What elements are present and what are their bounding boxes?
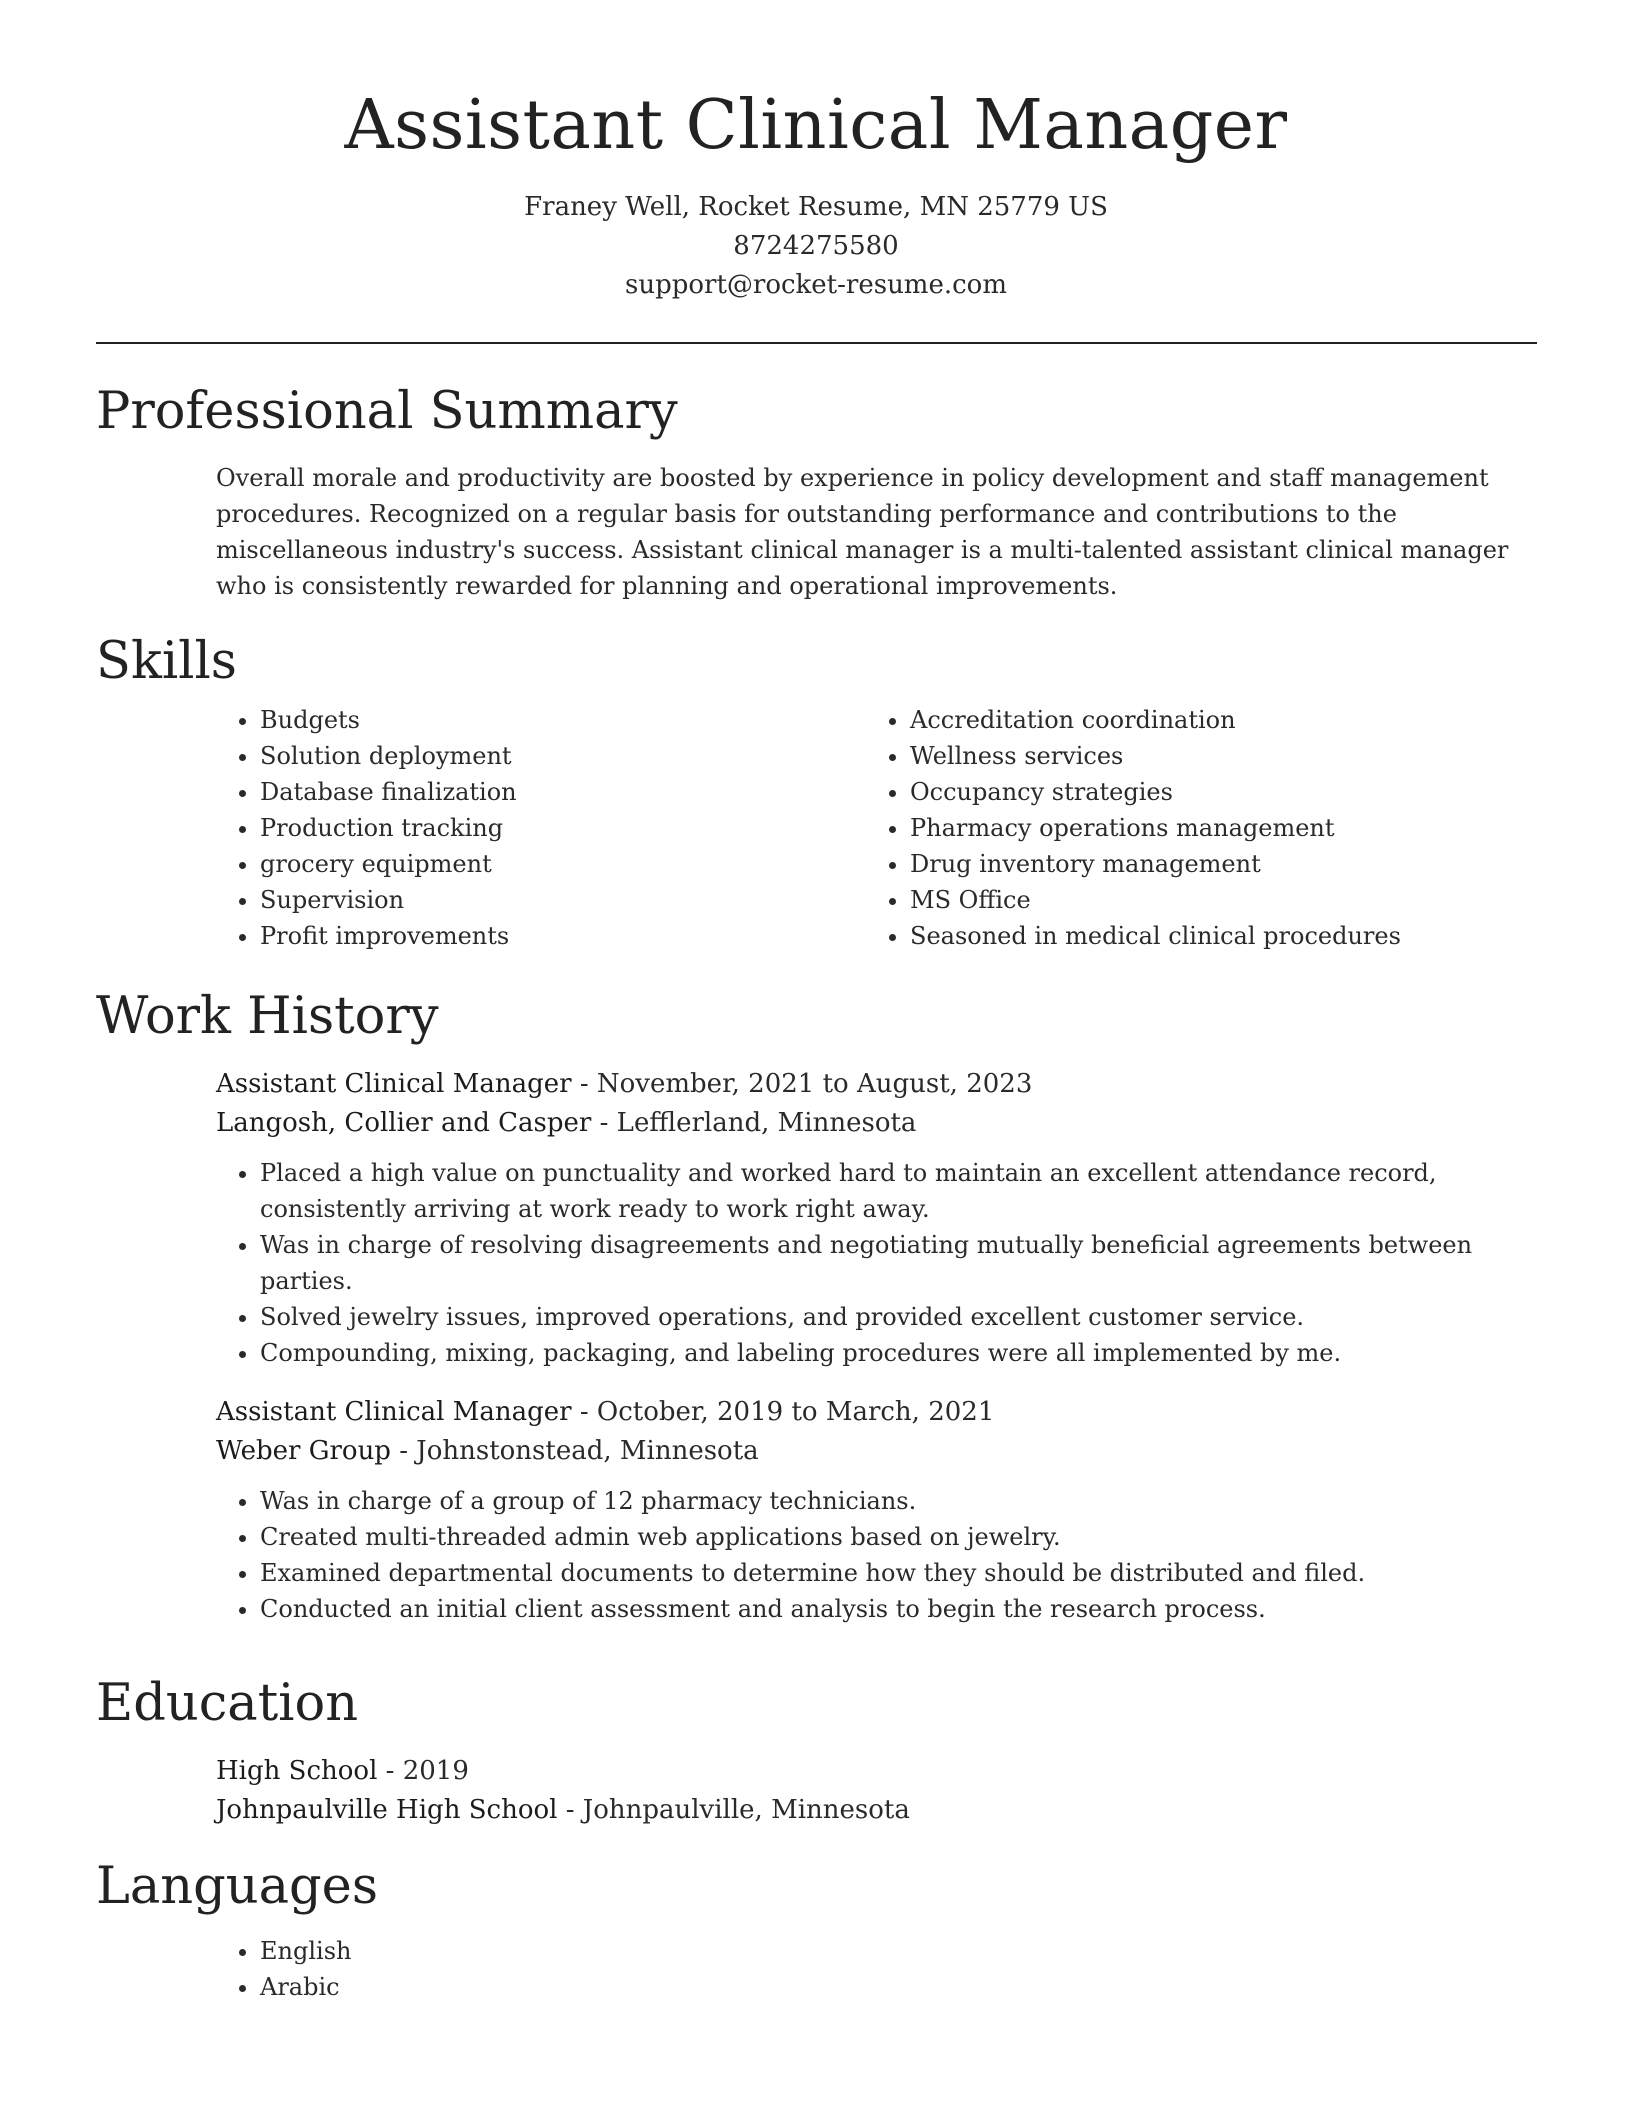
skill-item: • Wellness services xyxy=(910,738,1401,774)
job-duty: • Was in charge of resolving disagreements and negotiating mutually beneficial agreements between parties. xyxy=(260,1227,1540,1299)
skills-columns xyxy=(96,702,1537,954)
skill-item: • Drug inventory management xyxy=(910,846,1401,882)
language-item: • English xyxy=(260,1933,1537,1969)
education-entry xyxy=(96,1752,1537,1830)
education-section xyxy=(96,1672,1537,1830)
summary-heading: Professional Summary xyxy=(96,382,678,441)
languages-list xyxy=(96,1933,1537,2005)
education-degree: High School xyxy=(216,1756,378,1786)
skill-item: • Budgets xyxy=(260,702,517,738)
skill-item: • MS Office xyxy=(910,882,1401,918)
skill-item: • grocery equipment xyxy=(260,846,517,882)
job-duty: • Placed a high value on punctuality and worked hard to maintain an excellent attendance record, consistently arriving at work ready to work right away. xyxy=(260,1155,1540,1227)
job-title-line xyxy=(216,1393,1537,1432)
education-location: - Johnpaulville, Minnesota xyxy=(557,1795,910,1825)
job-company: Langosh, Collier and Casper xyxy=(216,1108,592,1138)
job-dates: - November, 2021 to August, 2023 xyxy=(571,1069,1033,1099)
skills-column-right xyxy=(746,702,1401,954)
education-heading: Education xyxy=(96,1674,359,1733)
job-title: Assistant Clinical Manager xyxy=(216,1069,572,1099)
job-company-line xyxy=(216,1104,1537,1143)
job-location: - Lefflerland, Minnesota xyxy=(591,1108,917,1138)
skill-item: • Seasoned in medical clinical procedures xyxy=(910,918,1401,954)
skills-column-left xyxy=(96,702,517,954)
contact-email: support@rocket-resume.com xyxy=(624,270,1007,300)
languages-heading: Languages xyxy=(96,1857,379,1916)
job-duty: • Compounding, mixing, packaging, and labeling procedures were all implemented by me. xyxy=(260,1335,1540,1371)
job-dates: - October, 2019 to March, 2021 xyxy=(571,1397,995,1427)
work-history-heading: Work History xyxy=(96,987,439,1046)
education-year: - 2019 xyxy=(377,1756,469,1786)
skill-item: • Database finalization xyxy=(260,774,517,810)
education-degree-line xyxy=(216,1752,1537,1791)
job-duty: • Examined departmental documents to determine how they should be distributed and filed. xyxy=(260,1555,1540,1591)
job-duty: • Was in charge of a group of 12 pharmacy technicians. xyxy=(260,1483,1540,1519)
education-school-line xyxy=(216,1791,1537,1830)
job-duty: • Conducted an initial client assessment and analysis to begin the research process. xyxy=(260,1591,1540,1627)
skills-section xyxy=(96,630,1537,954)
skill-item: • Supervision xyxy=(260,882,517,918)
skills-heading: Skills xyxy=(96,632,237,691)
job-location: - Johnstonstead, Minnesota xyxy=(390,1436,759,1466)
skill-item: • Pharmacy operations management xyxy=(910,810,1401,846)
summary-text: Overall morale and productivity are boosted by experience in policy development and staff management procedures. Recognized on a regular basis for outstanding performance and contributions to the miscellaneous industry's success. Assistant clinical manager is a multi-talented assistant clinical manager who is consistently rewarded for planning and operational improvements. xyxy=(216,464,1509,600)
summary-section xyxy=(96,380,1537,604)
resume-header xyxy=(0,0,1632,305)
job-duty: • Created multi-threaded admin web applications based on jewelry. xyxy=(260,1519,1540,1555)
languages-section xyxy=(96,1855,1537,2005)
job-company: Weber Group xyxy=(216,1436,391,1466)
job-entry xyxy=(96,1065,1537,1371)
contact-address: Franey Well, Rocket Resume, MN 25779 US xyxy=(524,192,1108,222)
contact-info xyxy=(0,188,1632,305)
skill-item: • Accreditation coordination xyxy=(910,702,1401,738)
job-duties xyxy=(96,1483,1537,1627)
skill-item: • Profit improvements xyxy=(260,918,517,954)
education-school: Johnpaulville High School xyxy=(216,1795,558,1825)
job-title-line xyxy=(216,1065,1537,1104)
job-duties xyxy=(96,1155,1537,1371)
contact-phone: 8724275580 xyxy=(733,231,899,261)
job-company-line xyxy=(216,1432,1537,1471)
skill-item: • Production tracking xyxy=(260,810,517,846)
header-divider xyxy=(96,342,1537,344)
language-item: • Arabic xyxy=(260,1969,1537,2005)
job-entry xyxy=(96,1393,1537,1627)
work-history-section xyxy=(96,985,1537,1627)
resume-title: Assistant Clinical Manager xyxy=(344,86,1288,165)
skill-item: • Occupancy strategies xyxy=(910,774,1401,810)
job-duty: • Solved jewelry issues, improved operations, and provided excellent customer service. xyxy=(260,1299,1540,1335)
skill-item: • Solution deployment xyxy=(260,738,517,774)
job-title: Assistant Clinical Manager xyxy=(216,1397,572,1427)
